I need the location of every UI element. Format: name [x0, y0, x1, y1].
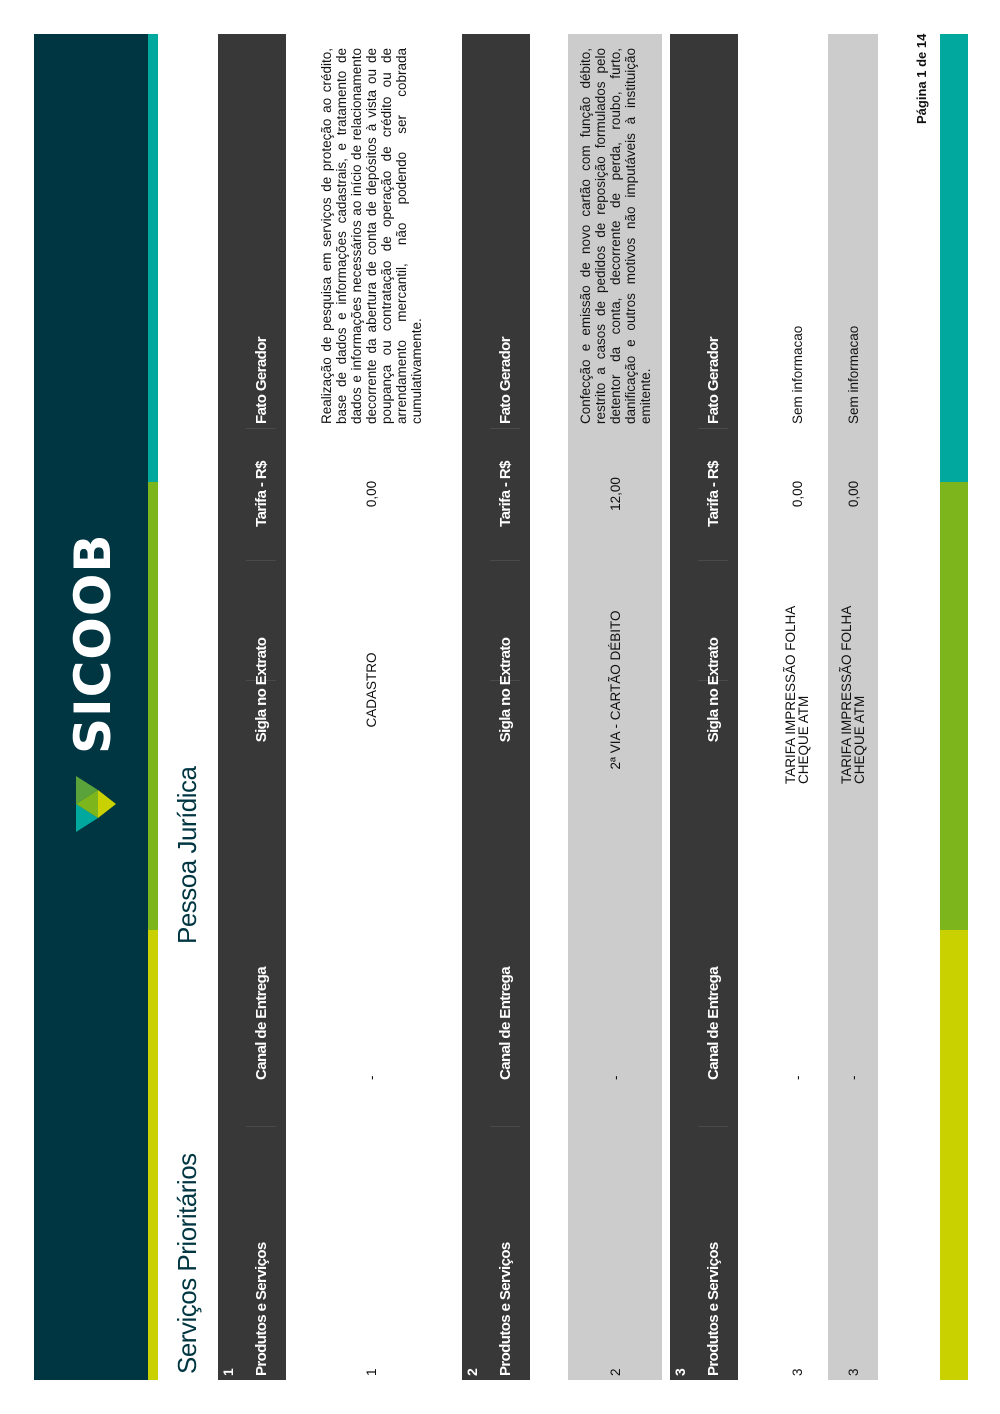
cell-produto: 3 [845, 1368, 861, 1376]
sicoob-logo [64, 534, 122, 834]
cell-canal: - [363, 1075, 379, 1080]
page-title: Serviços Prioritários [172, 1153, 202, 1374]
cell-produto: 1 [363, 1368, 379, 1376]
section-number: 2 [464, 1368, 480, 1376]
cell-canal: - [607, 1075, 623, 1080]
table-row [828, 34, 878, 1380]
header-color-strip [148, 34, 158, 1380]
table-row [568, 34, 662, 1380]
cell-sigla: TARIFA IMPRESSÃO FOLHA CHEQUE ATM [783, 606, 811, 784]
table-row [770, 34, 824, 1380]
col-fato: Fato Gerador [496, 337, 514, 424]
sicoob-wordmark: SICOOB [64, 533, 122, 754]
page-subtitle: Pessoa Jurídica [172, 766, 202, 944]
cell-sigla: 2ª VIA - CARTÃO DÉBITO [607, 610, 623, 770]
cell-sigla: TARIFA IMPRESSÃO FOLHA CHEQUE ATM [839, 606, 867, 784]
cell-produto: 3 [789, 1368, 805, 1376]
cell-fato: Realização de pesquisa em serviços de proteção ao crédito, base de dados e informações cadastrais, e tratamento de dados e informações necessários ao início de relacionamento decorrente da abertura de conta de depósitos à vista ou de poupança ou contratação de operação de crédito ou de arrendamento mercantil, não podendo ser cobrada cumulativamente. [318, 48, 424, 424]
section-number: 1 [220, 1368, 236, 1376]
col-produtos: Produtos e Serviços [692, 1126, 734, 1380]
col-canal: Canal de Entrega [240, 680, 282, 1080]
cell-canal: - [789, 1075, 805, 1080]
cell-canal: - [845, 1075, 861, 1080]
cell-tarifa: 0,00 [363, 480, 379, 508]
col-fato: Fato Gerador [704, 337, 722, 424]
cell-fato: Confecção e emissão de novo cartão com função débito, restrito a casos de pedidos de reposição formulados pelo detentor da conta, decorrente de perda, roubo, furto, danificação e outros motivos não imputáveis à instituição emitente. [577, 48, 653, 424]
cell-tarifa: 0,00 [845, 480, 861, 508]
cell-sigla: CADASTRO [363, 652, 379, 728]
table-row [286, 34, 456, 1380]
section-header-3 [670, 34, 738, 1380]
cell-fato: Sem informacao [789, 325, 805, 424]
col-tarifa: Tarifa - R$ [240, 428, 282, 560]
col-sigla: Sigla no Extrato [240, 560, 282, 820]
col-canal: Canal de Entrega [484, 680, 526, 1080]
col-canal: Canal de Entrega [692, 680, 734, 1080]
section-number: 3 [672, 1368, 688, 1376]
col-produtos: Produtos e Serviços [240, 1126, 282, 1380]
col-fato: Fato Gerador [252, 337, 270, 424]
cell-tarifa: 0,00 [789, 480, 805, 508]
sicoob-logo-icon [68, 764, 118, 834]
cell-fato: Sem informacao [845, 325, 861, 424]
col-tarifa: Tarifa - R$ [692, 428, 734, 560]
section-header-2 [462, 34, 530, 1380]
cell-produto: 2 [607, 1368, 623, 1376]
col-produtos: Produtos e Serviços [484, 1126, 526, 1380]
col-sigla: Sigla no Extrato [692, 560, 734, 820]
cell-tarifa: 12,00 [607, 477, 623, 511]
footer-color-strip [940, 34, 968, 1380]
col-sigla: Sigla no Extrato [484, 560, 526, 820]
col-tarifa: Tarifa - R$ [484, 428, 526, 560]
section-header-1 [218, 34, 286, 1380]
page-number: Página 1 de 14 [914, 33, 929, 124]
